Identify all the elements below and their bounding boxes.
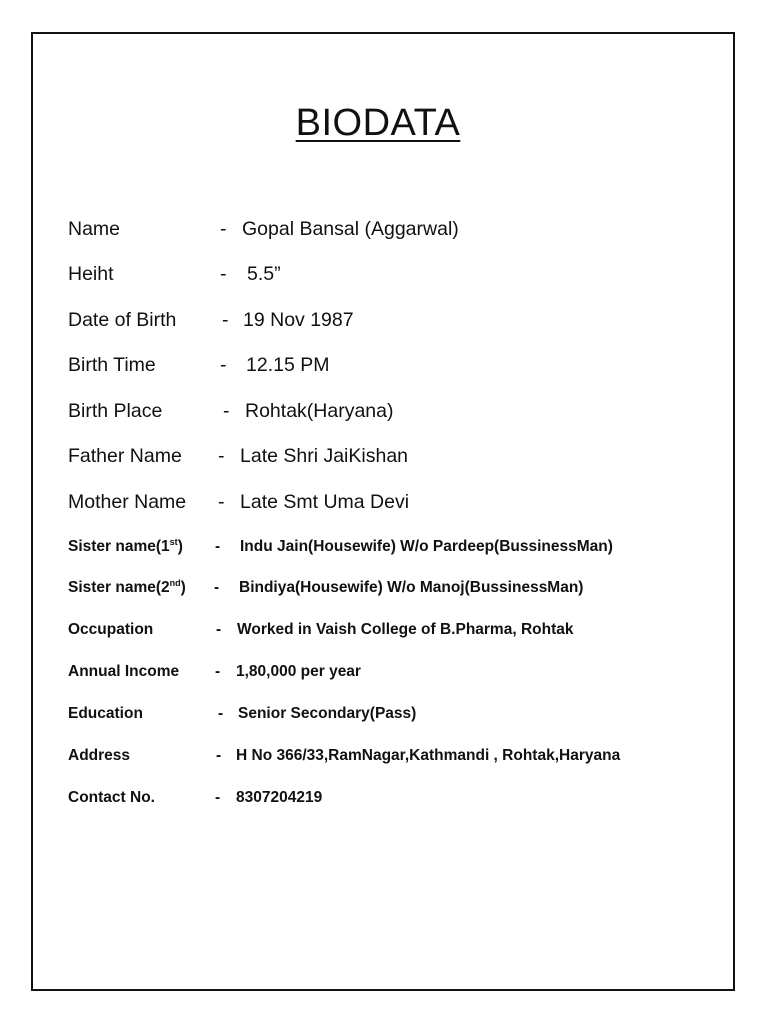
field-separator: - <box>215 663 221 680</box>
field-separator: - <box>215 538 221 555</box>
field-value: Rohtak(Haryana) <box>245 400 394 422</box>
ordinal-suffix: nd <box>169 577 181 588</box>
field-label: Father Name <box>68 445 182 467</box>
field-separator: - <box>218 445 225 467</box>
field-separator: - <box>216 747 222 764</box>
field-label: Birth Time <box>68 354 156 376</box>
field-separator: - <box>220 263 227 285</box>
field-label: Occupation <box>68 621 154 638</box>
field-value: 8307204219 <box>236 789 323 806</box>
field-label: Contact No. <box>68 789 155 806</box>
field-value: Bindiya(Housewife) W/o Manoj(BussinessMan) <box>239 579 584 596</box>
field-separator: - <box>220 354 227 376</box>
field-value: Gopal Bansal (Aggarwal) <box>242 218 459 240</box>
page-title: BIODATA <box>295 102 461 144</box>
ordinal-suffix: st <box>169 536 178 547</box>
field-label: Mother Name <box>68 491 187 513</box>
field-separator: - <box>218 705 224 722</box>
field-value: Worked in Vaish College of B.Pharma, Rohtak <box>237 621 574 638</box>
field-value: Late Shri JaiKishan <box>240 445 409 467</box>
field-value: 1,80,000 per year <box>236 663 361 680</box>
field-separator: - <box>218 491 225 513</box>
field-value: H No 366/33,RamNagar,Kathmandi , Rohtak,Haryana <box>236 747 621 764</box>
field-label: Sister name(1st) <box>68 536 183 555</box>
field-value: 12.15 PM <box>246 354 330 376</box>
field-separator: - <box>220 218 227 240</box>
field-separator: - <box>222 309 229 331</box>
field-label: Date of Birth <box>68 309 177 331</box>
field-label: Heiht <box>68 263 114 285</box>
field-separator: - <box>216 621 222 638</box>
field-value: 5.5” <box>247 263 281 285</box>
field-label: Annual Income <box>68 663 180 680</box>
field-separator: - <box>214 579 220 596</box>
field-label: Address <box>68 747 131 764</box>
field-label: Birth Place <box>68 400 163 422</box>
field-label: Name <box>68 218 121 240</box>
field-value: 19 Nov 1987 <box>243 309 354 331</box>
field-value: Senior Secondary(Pass) <box>238 705 417 722</box>
field-value: Indu Jain(Housewife) W/o Pardeep(BussinessMan) <box>240 538 613 555</box>
field-separator: - <box>215 789 221 806</box>
field-label: Sister name(2nd) <box>68 577 186 596</box>
field-value: Late Smt Uma Devi <box>240 491 410 513</box>
field-label: Education <box>68 705 143 722</box>
field-separator: - <box>223 400 230 422</box>
